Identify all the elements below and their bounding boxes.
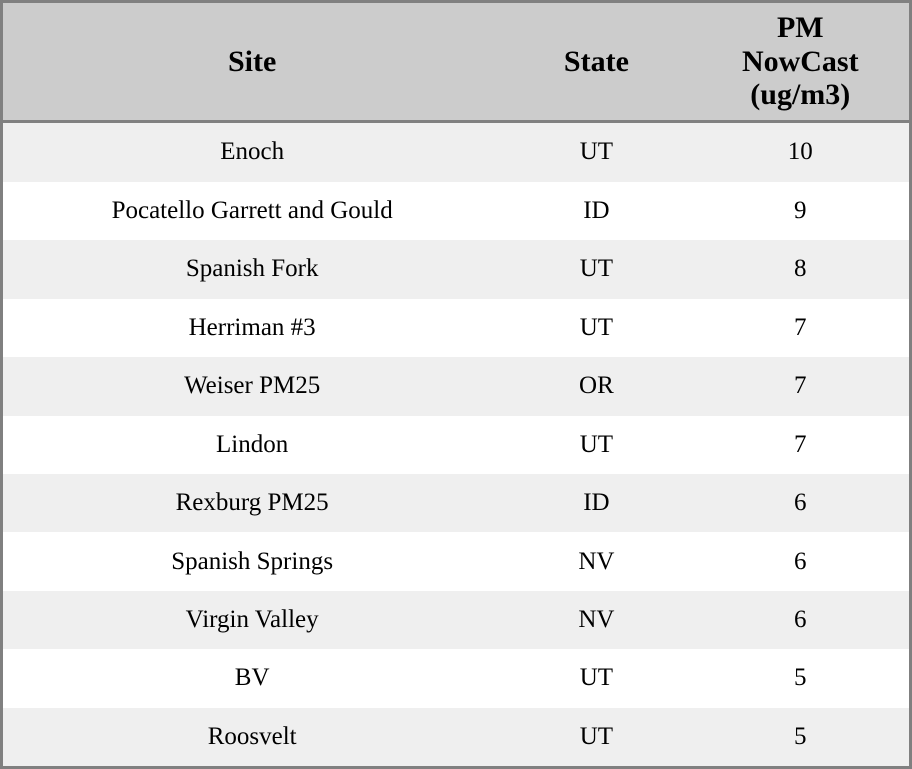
cell-pm: 7 (692, 299, 909, 357)
cell-pm: 10 (692, 121, 909, 182)
cell-pm: 8 (692, 240, 909, 298)
cell-site: Spanish Springs (3, 532, 501, 590)
cell-pm: 6 (692, 591, 909, 649)
cell-site: Rexburg PM25 (3, 474, 501, 532)
cell-site: Pocatello Garrett and Gould (3, 182, 501, 240)
cell-site: Lindon (3, 416, 501, 474)
cell-site: Spanish Fork (3, 240, 501, 298)
column-header-state-label: State (563, 44, 629, 78)
cell-pm: 6 (692, 532, 909, 590)
cell-state: UT (501, 240, 691, 298)
table-row (3, 240, 909, 298)
cell-pm: 7 (692, 357, 909, 415)
table-row (3, 708, 909, 766)
table-row (3, 591, 909, 649)
table-header (3, 3, 909, 121)
table-row (3, 182, 909, 240)
table-row (3, 532, 909, 590)
table-row (3, 299, 909, 357)
cell-pm: 9 (692, 182, 909, 240)
cell-state: UT (501, 416, 691, 474)
column-header-site-label: Site (227, 44, 277, 78)
cell-pm: 7 (692, 416, 909, 474)
table-row (3, 121, 909, 182)
table-row (3, 357, 909, 415)
cell-site: Enoch (3, 121, 501, 182)
cell-pm: 5 (692, 708, 909, 766)
column-header-state (501, 3, 691, 121)
cell-site: Herriman #3 (3, 299, 501, 357)
table-row (3, 416, 909, 474)
cell-pm: 5 (692, 649, 909, 707)
cell-state: NV (501, 532, 691, 590)
cell-state: UT (501, 299, 691, 357)
cell-state: ID (501, 474, 691, 532)
cell-site: Virgin Valley (3, 591, 501, 649)
cell-site: Weiser PM25 (3, 357, 501, 415)
cell-state: ID (501, 182, 691, 240)
cell-state: UT (501, 121, 691, 182)
column-header-pm-line-2: NowCast (741, 44, 859, 78)
table-row (3, 649, 909, 707)
cell-site: Roosvelt (3, 708, 501, 766)
cell-state: OR (501, 357, 691, 415)
table-row (3, 474, 909, 532)
cell-pm: 6 (692, 474, 909, 532)
cell-site: BV (3, 649, 501, 707)
cell-state: UT (501, 649, 691, 707)
cell-state: UT (501, 708, 691, 766)
column-header-pm-line-1: PM (776, 11, 824, 44)
column-header-pm-nowcast (692, 3, 909, 121)
pm-nowcast-table (3, 3, 909, 766)
table-body (3, 121, 909, 766)
column-header-site (3, 3, 501, 121)
column-header-pm-line-3: (ug/m3) (750, 78, 851, 112)
cell-state: NV (501, 591, 691, 649)
table-header-row (3, 3, 909, 121)
